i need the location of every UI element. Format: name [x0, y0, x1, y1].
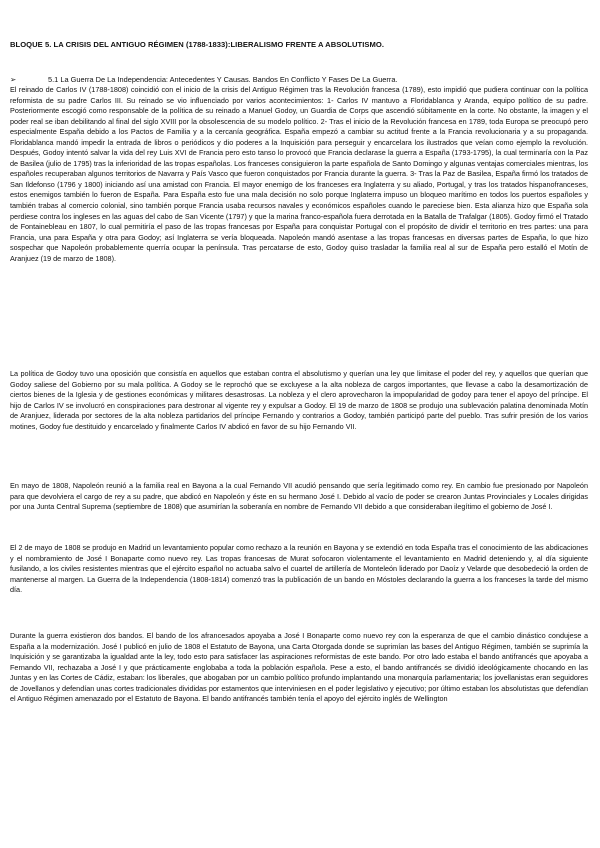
paragraph-dos-de-mayo: El 2 de mayo de 1808 se produjo en Madrid un levantamiento popular como rechazo a la reunión en Bayona y se extendió en toda España tras el conocimiento de las abdicaciones y el nombramiento de José I Bonaparte como nuevo rey. Las tropas francesas de Murat sofocaron violentamente el levantamiento en Madrid deteniendo y, al día siguiente fusilando, a los civiles resistentes mientras que el ejército español no actuaba salvo el cuartel de artillería de Monteleón liderado por Daoíz y Velarde que desobedeció la orden de mantenerse al margen. La Guerra de la Independencia (1808-1814) comenzó tras la publicación de un bando en Móstoles declarando la guerra a los franceses la tarde del mismo día.	[10, 543, 588, 595]
paragraph-reinado-carlos-iv: El reinado de Carlos IV (1788-1808) coincidió con el inicio de la crisis del Antiguo Régimen tras la Revolución francesa (1789), esto impidió que pudiera continuar con la política reformista de su padre Carlos III. Su reinado se vio influenciado por varios acontecimientos: 1- Carlos IV mantuvo a Floridablanca y Aranda, equipo político de su padre. Posteriormente escogió como responsable de la política de su reinado a Manuel Godoy, un Guardia de Corps que ascendió súbitamente en la corte. No obstante, la imagen y el poder real se iban debilitando al final del siglo XVIII por la obsolescencia de su modelo político. 2- Tras el inicio de la Revolución francesa en 1789, toda Europa se preocupó pero especialmente España debido a los Pactos de Familia y a la cercanía geográfica. España empezó a cambiar su actitud frente a la Francia revolucionaria y a su propaganda. Floridablanca mandó impedir la entrada de libros o periódicos y dio poderes a la Inquisición para perseguir y encarcelara los ilustrados que veían como ejemplo la revolución. Después, Godoy intentó salvar la vida del rey Luis XVI de Francia pero esto tanso lo provocó que Francia declarase la guerra a España (1793-1795), la cual terminaría con la Paz de Basilea (julio de 1795) tras la inferioridad de las tropas españolas. Los franceses consiguieron la parte española de Santo Domingo y algunas ventajas comerciales mientras, los españoles recuperaban algunos territorios de Navarra y País Vasco que fueron conquistados por Francia durante la guerra. 3- Tras la Paz de Basilea, España firmó los tratados de San Ildefonso (1796 y 1800) iniciando así una amistad con Francia. El mayor enemigo de los franceses era Inglaterra y su aliado, Portugal, y tras los tratados hispanofranceses, estos enemigos también lo fueron de España. Para España esto fue una mala decisión no solo porque Inglaterra impuso un bloqueo marítimo en todos los puertos españoles y también trabas al comercio colonial, sino también porque Francia usaba recursos navales y económicos españoles cuando le pareciese bien. Esta alianza hizo que España sola perdiese contra los ingleses en las aguas del cabo de San Vicente (1797) y que la marina franco-española fuera derrotada en la Batalla de Trafalgar (1805). Godoy firmó el Tratado de Fontainebleau en 1807, lo cual permitiría el paso de las tropas francesas por España para conquistar Portugal con el propósito de dividir el territorio en tres partes: una para Francia, una para España y otra para Godoy; así Inglaterra se vería bloqueada. Napoleón mandó asentase a las tropas francesas en diversas partes de España, lo que hizo sospechar que Napoleón probablemente querría ocupar la península. Tras percatarse de esto, Godoy quiso trasladar la familia real al sur de España pero estalló el Motín de Aranjuez (19 de marzo de 1808).	[10, 85, 588, 263]
paragraph-bayona: En mayo de 1808, Napoleón reunió a la familia real en Bayona a la cual Fernando VII acudió pensando que sería legitimado como rey. En cambio fue presionado por Napoleón para que devolviera el cargo de rey a su padre, que abdicó en Napoleón y éste en su hermano José I. Debido al vacío de poder se crearon Juntas Provinciales y Locales dirigidas por una Junta Central Suprema (septiembre de 1808) que asumirían la soberanía en nombre de Fernando VII debido a que consideraban ilegítimo el gobierno de José I.	[10, 481, 588, 512]
arrow-bullet-icon: ➢	[10, 75, 17, 84]
section-heading-row	[10, 75, 588, 85]
document-title: BLOQUE 5. LA CRISIS DEL ANTIGUO RÉGIMEN (1788-1833):LIBERALISMO FRENTE A ABSOLUTISMO.	[10, 40, 384, 49]
paragraph-oposicion-godoy: La política de Godoy tuvo una oposición que consistía en aquellos que estaban contra el absolutismo y querían una ley que limitase el poder del rey, y aquellos que querían que Godoy saliese del Gobierno por su mala política. A Godoy se le reprochó que se excluyese a la alta nobleza de cargos importantes, que llevase a cabo la desamortización de ciertos bienes de la Iglesia y de gestiones económicas y militares desastrosas. La nobleza y el clero aprovecharon la impopularidad de godoy para tener el apoyo del príncipe. El hijo de Carlos IV se involucró en conspiraciones para destronar al vigente rey y expulsar a Godoy. El 19 de marzo de 1808 se produjo una sublevación palatina denominada Motín de Aranjuez, liderada por sectores de la alta nobleza partidarios del príncipe Fernando y contrarios a Godoy, también participó parte del pueblo. Tras sufrir presión de los varios motines, Godoy fue destituido y encarcelado y finalmente Carlos IV abdicó en favor de su hijo Fernando VII.	[10, 369, 588, 431]
section-heading: 5.1 La Guerra De La Independencia: Antecedentes Y Causas. Bandos En Conflicto Y Fases De La Guerra.	[48, 75, 398, 84]
paragraph-bandos: Durante la guerra existieron dos bandos. El bando de los afrancesados apoyaba a José I Bonaparte como nuevo rey con la esperanza de que el cambio dinástico condujese a España a la modernización. José I publicó en julio de 1808 el Estatuto de Bayona, una Carta Otorgada donde se suprimían las bases del Antiguo Régimen, también se suprimía la Inquisición y se garantizaba la igualdad ante la ley, todo esto para satisfacer las aspiraciones reformistas de este bando. Por otro lado estaba el bando antifrancés que apoyaba a Fernando VII, rechazaba a José I y que prácticamente englobaba a toda la población española. Pese a esto, el bando antifrancés se dividió ideológicamente chocando en las Juntas y en las Cortes de Cádiz, estaban: los liberales, que abogaban por un cambio político profundo implantando una monarquía parlamentaria; los jovellanistas eran seguidores de Jovellanos y defendían unas cortes tradicionales divididas por estamentos que interviniesen en el poder legislativo y ejecutivo; por último estaban los absolutistas que defendían el Antiguo Régimen amenazado por el Estatuto de Bayona. El bando antifrancés también tenía el apoyo del ejército inglés de Wellington	[10, 631, 588, 704]
